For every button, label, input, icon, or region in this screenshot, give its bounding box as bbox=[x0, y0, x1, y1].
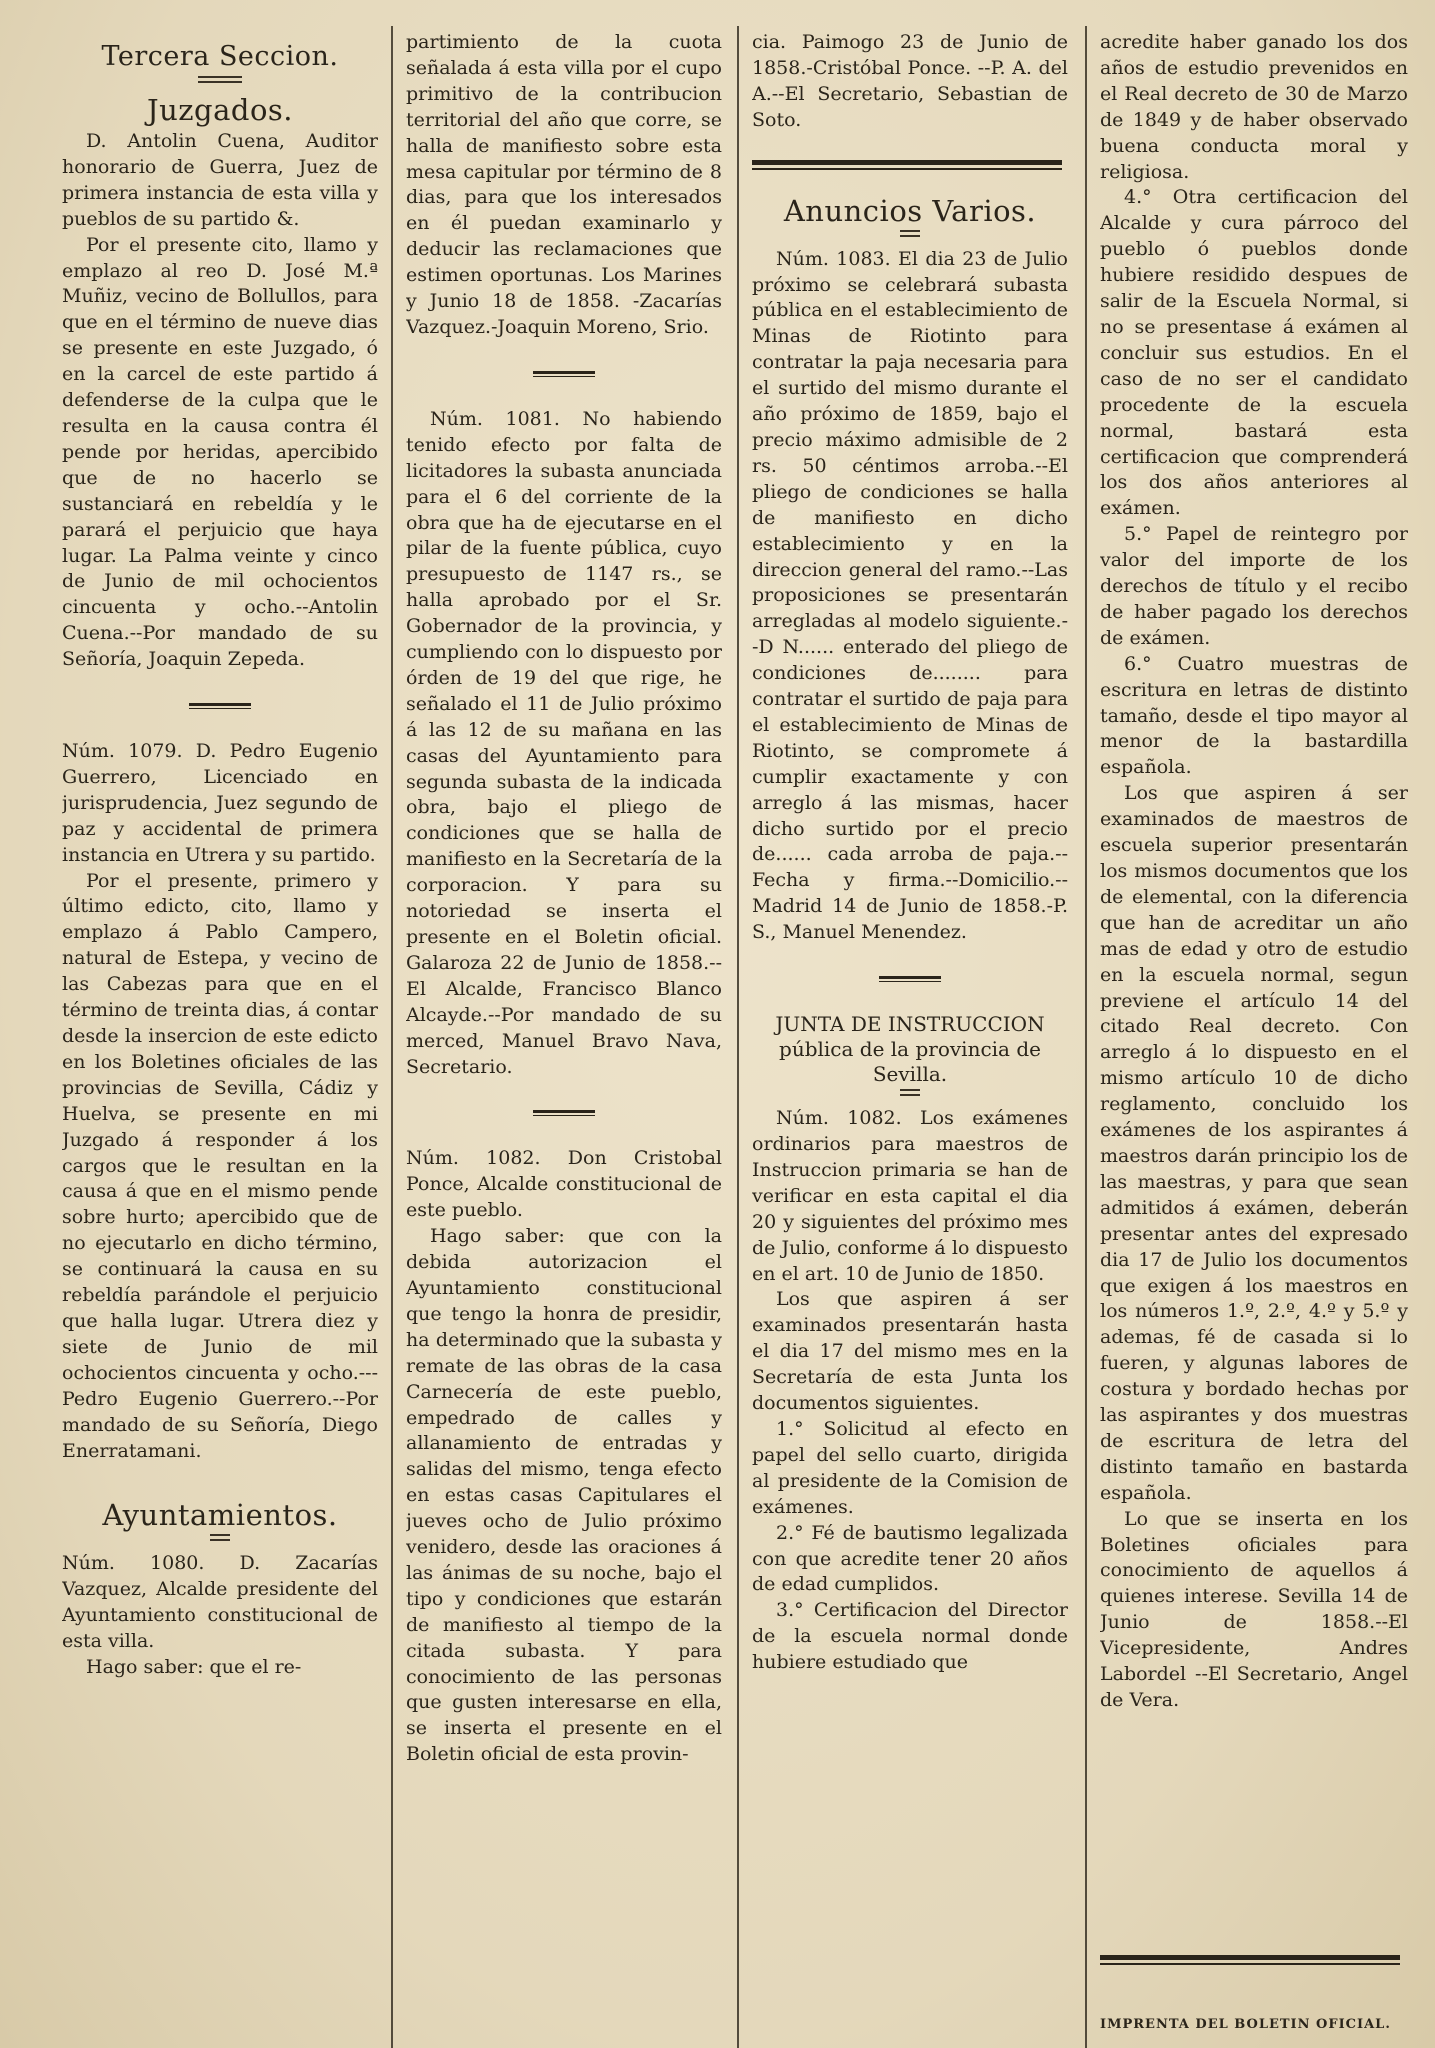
notice-paragraph: Por el presente cito, llamo y emplazo al reo D. José M.ª Muñiz, vecino de Bollullos, para que en el término de nueve dias se presente en este Juzgado, ó en la carcel de este partido á defenderse de la culpa que le resulta en la causa contra él pende por heridas, apercibido que de no hacerlo se sustanciará en rebeldía y le parará el perjuicio que haya lugar. La Palma veinte y cinco de Junio de mil ochocientos cincuenta y ocho.--Antolin Cuena.--Por mandado de su Señoría, Joaquin Zepeda. bbox=[62, 233, 378, 671]
double-rule bbox=[900, 230, 920, 237]
requirement-2: 2.° Fé de bautismo legalizada con que acredite tener 20 años de edad cumplidos. bbox=[752, 1521, 1068, 1596]
double-rule bbox=[198, 76, 242, 83]
requirement-1: 1.° Solicitud al efecto en papel del sello cuarto, dirigida al presidente de la Comision de exámenes. bbox=[752, 1417, 1068, 1518]
column-rule bbox=[1085, 26, 1087, 2048]
requirement-3: 3.° Certificacion del Director de la escuela normal donde hubiere estudiado que bbox=[752, 1599, 1068, 1674]
subhead-anuncios: Anuncios Varios. bbox=[783, 193, 1037, 228]
column-2 bbox=[406, 30, 722, 2048]
notice-paragraph: Hago saber: que con la debida autorizacion el Ayuntamiento constitucional que tengo la honra de presidir, ha determinado que la subasta y remate de las obras de la casa Carnecería de este pueblo, empedrado de calles y allanamiento de entradas y salidas del mismo, tenga efecto en estas casas Capitulares el jueves ocho de Julio próximo venidero, desde las oraciones á las ánimas de su noche, bajo el tipo y condiciones que estarán de manifiesto al tiempo de la citada subasta. Y para conocimiento de las personas que gusten interesarse en ella, se inserta el presente en el Boletin oficial de esta provin- bbox=[406, 1225, 722, 1766]
heavy-rule bbox=[1100, 1955, 1400, 1965]
subhead-ayuntamientos: Ayuntamientos. bbox=[102, 1498, 338, 1533]
notice-paragraph: Por el presente, primero y último edicto, cito, llamo y emplazo á Pablo Campero, natural de Estepa, y vecino de las Cabezas para que en el término de treinta dias, á contar desde la insercion de este edicto en los Boletines oficiales de las provincias de Sevilla, Cádiz y Huelva, se presente en mi Juzgado á responder á los cargos que le resultan en la causa á que en el mismo pende sobre hurto; apercibido que de no ejecutarlo en dicho término, se continuará la causa en su rebeldía parándole el perjuicio que halla lugar. Utrera diez y siete de Junio de mil ochocientos cincuenta y ocho.---Pedro Eugenio Guerrero.--Por mandado de su Señoría, Diego Enerratamani. bbox=[62, 869, 378, 1462]
requirement-5: 5.° Papel de reintegro por valor del importe de los derechos de título y el recibo de haber pagado los derechos de exámen. bbox=[1100, 523, 1408, 649]
notice-paragraph: partimiento de la cuota señalada á esta villa por el cupo primitivo de la contribucion territorial del año que corre, se halla de manifiesto sobre esta mesa capitular por término de 8 dias, para que los interesados en él puedan examinarlo y deducir las reclamaciones que estimen oportunas. Los Marines y Junio 18 de 1858. -Zacarías Vazquez.-Joaquin Moreno, Srio. bbox=[406, 31, 722, 338]
double-rule bbox=[210, 1534, 230, 1541]
notice-1079-header: Núm. 1079. D. Pedro Eugenio Guerrero, Licenciado en jurisprudencia, Juez segundo de paz y accidental de primera instancia en Utrera y su partido. bbox=[62, 740, 378, 866]
junta-caption: JUNTA DE INSTRUCCION pública de la provincia de Sevilla. bbox=[775, 1012, 1045, 1087]
notice-paragraph: Los que aspiren á ser examinados de maestros de escuela superior presentarán los mismos documentos que los de elemental, con la diferencia que han de acreditar un año mas de edad y otro de estudio en la escuela normal, segun previene el artículo 14 del citado Real decreto. Con arreglo á lo dispuesto en el mismo artículo 10 de dicho reglamento, concluido los exámenes de los aspirantes á maestros darán principio los de las maestras, y para que sean admitidos á exámen, deberán presentar antes del expresado dia 17 de Julio los documentos que exigen á los maestros en los números 1.º, 2.º, 4.º y 5.º y ademas, fé de casada si lo fueren, y algunas labores de costura y bordado hechas por las aspirantes y dos muestras de escritura de letra del distinto tamaño en bastarda española. bbox=[1100, 782, 1408, 1504]
notice-paragraph: cia. Paimogo 23 de Junio de 1858.-Cristóbal Ponce. --P. A. del A.--El Secretario, Sebastian de Soto. bbox=[752, 31, 1068, 131]
ornament-rule bbox=[189, 703, 251, 709]
requirement-6: 6.° Cuatro muestras de escritura en letras de distinto tamaño, desde el tipo mayor al menor de la bastardilla española. bbox=[1100, 652, 1408, 779]
double-rule bbox=[900, 1089, 920, 1096]
notice-paragraph: Los que aspiren á ser examinados presentarán hasta el dia 17 del mismo mes en la Secretaría de esta Junta los documentos siguientes. bbox=[752, 1288, 1068, 1415]
ornament-rule bbox=[533, 371, 595, 377]
notice-paragraph: D. Antolin Cuena, Auditor honorario de Guerra, Juez de primera instancia de esta villa y pueblos de su partido &. bbox=[62, 130, 378, 230]
notice-1083: Núm. 1083. El dia 23 de Julio próximo se celebrará subasta pública en el establecimiento de Minas de Riotinto para contratar la paja necesaria para el surtido del mismo durante el año próximo de 1859, bajo el precio máximo admisible de 2 rs. 50 céntimos arroba.--El pliego de condiciones se halla de manifiesto en dicho establecimiento y en la direccion general del ramo.--Las proposiciones se presentarán arregladas al modelo siguiente.--D N...... enterado del pliego de condiciones de........ para contratar el surtido de paja para el establecimiento de Minas de Riotinto, se compromete á cumplir exactamente y con arreglo á las mismas, hacer dicho surtido por el precio de...... cada arroba de paja.--Fecha y firma.--Domicilio.--Madrid 14 de Junio de 1858.-P. S., Manuel Menendez. bbox=[752, 247, 1068, 944]
notice-1081: Núm. 1081. No habiendo tenido efecto por falta de licitadores la subasta anunciada para el 6 del corriente de la obra que ha de ejecutarse en el pilar de la fuente pública, cuyo presupuesto de 1147 rs., se halla aprobado por el Sr. Gobernador de la provincia, y cumpliendo con lo dispuesto por órden de 19 del que rige, he señalado el 11 de Julio próximo á las 12 de su mañana en las casas del Ayuntamiento para segunda subasta de la indicada obra, bajo el pliego de condiciones que se halla de manifiesto en la Secretaría de la corporacion. Y para su notoriedad se inserta el presente en el Boletin oficial. Galaroza 22 de Junio de 1858.--El Alcalde, Francisco Blanco Alcayde.--Por mandado de su merced, Manuel Bravo Nava, Secretario. bbox=[406, 407, 722, 1078]
requirement-4: 4.° Otra certificacion del Alcalde y cura párroco del pueblo ó pueblos donde hubiere residido despues de salir de la Escuela Normal, si no se presentase á exámen al concluir sus estudios. En el caso de no ser el candidato procedente de la escuela normal, bastará esta certificacion que comprenderá los dos años anteriores al exámen. bbox=[1100, 186, 1408, 520]
subhead-juzgados: Juzgados. bbox=[146, 93, 294, 127]
column-1 bbox=[62, 30, 378, 2048]
notice-paragraph: Hago saber: que el re- bbox=[86, 1656, 302, 1679]
notice-1082b: Núm. 1082. Los exámenes ordinarios para maestros de Instruccion primaria se han de verificar en esta capital el dia 20 y siguientes del próximo mes de Julio, conforme á lo dispuesto en el art. 10 de Junio de 1850. bbox=[752, 1107, 1068, 1285]
heavy-rule bbox=[752, 160, 1062, 170]
notice-1082-header: Núm. 1082. Don Cristobal Ponce, Alcalde constitucional de este pueblo. bbox=[406, 1147, 722, 1222]
section-title: Tercera Seccion. bbox=[101, 41, 339, 72]
ornament-rule bbox=[879, 976, 941, 982]
column-4 bbox=[1100, 30, 1408, 1948]
imprint: IMPRENTA DEL BOLETIN OFICIAL. bbox=[1100, 2017, 1391, 2032]
ornament-rule bbox=[533, 1110, 595, 1116]
notice-1080-header: Núm. 1080. D. Zacarías Vazquez, Alcalde presidente del Ayuntamiento constitucional de esta villa. bbox=[62, 1552, 378, 1653]
notice-paragraph: acredite haber ganado los dos años de estudio prevenidos en el Real decreto de 30 de Marzo de 1849 y de haber observado buena conducta moral y religiosa. bbox=[1100, 31, 1408, 183]
column-rule bbox=[737, 26, 739, 2048]
column-rule bbox=[391, 26, 393, 2048]
notice-paragraph: Lo que se inserta en los Boletines oficiales para conocimiento de aquellos á quienes interese. Sevilla 14 de Junio de 1858.--El Vicepresidente, Andres Labordel --El Secretario, Angel de Vera. bbox=[1100, 1507, 1408, 1711]
column-3 bbox=[752, 30, 1068, 2048]
